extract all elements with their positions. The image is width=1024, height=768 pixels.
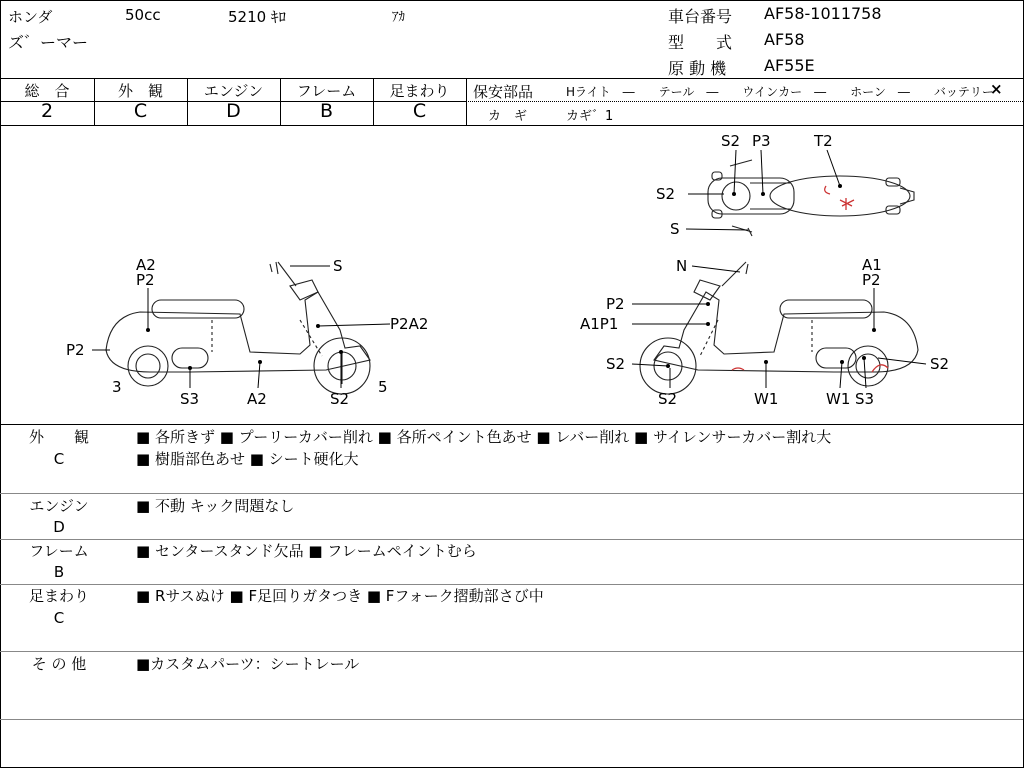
label-left-s2: S2 — [330, 390, 350, 408]
engine-value: AF55E — [764, 56, 815, 75]
label-right-p2: P2 — [862, 271, 881, 289]
model-name: ズ゛ーマー — [8, 33, 89, 52]
label-left-s3: S3 — [180, 390, 200, 408]
frame-no: AF58-1011758 — [764, 4, 882, 23]
grade-header-exterior: 外 観 — [117, 82, 163, 100]
key-label: カ ギ — [488, 109, 528, 124]
label-right-s2-rear: S2 — [930, 355, 950, 373]
label-left-5: 5 — [378, 378, 388, 396]
label-right-s2-wheel: S2 — [606, 355, 626, 373]
section-frame-grade: B — [53, 563, 65, 581]
grade-suspension: C — [412, 100, 427, 122]
label-right-s3: S3 — [855, 390, 875, 408]
section-other-line-1: ■カスタムパーツ：シートレール — [136, 655, 360, 673]
frame-no-label: 車台番号 — [668, 7, 733, 26]
safety-label: 保安部品 — [473, 83, 534, 101]
color: ｱｶ — [392, 10, 405, 25]
label-left-p2a2: P2A2 — [390, 315, 429, 333]
section-exterior-line-2: ■ 樹脂部色あせ ■ シート硬化大 — [136, 450, 359, 468]
section-suspension-label: 足まわり — [28, 587, 89, 605]
type-label: 型 式 — [668, 33, 733, 52]
battery-mark: × — [990, 80, 1003, 98]
section-suspension-line-1: ■ Rサスぬけ ■ F足回りガタつき ■ Fフォーク摺動部さび中 — [136, 587, 544, 605]
section-frame-line-1: ■ センタースタンド欠品 ■ フレームペイントむら — [136, 542, 477, 560]
label-left-a2-bottom: A2 — [247, 390, 267, 408]
label-top-t2: T2 — [814, 132, 833, 150]
label-top-s: S — [670, 220, 680, 238]
label-top-p3: P3 — [752, 132, 771, 150]
grade-exterior: C — [133, 100, 148, 122]
maker: ホンダ — [8, 8, 53, 26]
mileage: 5210 ｷﾛ — [228, 8, 286, 26]
label-right-s2-bottom: S2 — [658, 390, 678, 408]
section-other-label: そ の 他 — [31, 655, 87, 673]
label-left-a2: A2 — [136, 256, 156, 274]
grade-header-suspension: 足まわり — [389, 82, 450, 100]
grade-header-frame: フレーム — [296, 82, 357, 100]
top-view-scooter — [708, 160, 914, 236]
type-value: AF58 — [764, 30, 805, 49]
grade-header-overall: 総 合 — [24, 82, 70, 100]
label-left-p2-rear: P2 — [66, 341, 85, 359]
grade-overall: 2 — [40, 100, 54, 122]
section-exterior-grade: C — [53, 450, 65, 468]
engine-label: 原 動 機 — [668, 59, 727, 78]
label-right-w1-rear: W1 — [826, 390, 851, 408]
label-left-3: 3 — [112, 378, 122, 396]
safety-items: Hライト ― テール ― ウインカー ― ホーン ― バッテリー — [566, 85, 994, 99]
label-left-s: S — [333, 257, 343, 275]
label-right-n: N — [676, 257, 688, 275]
section-exterior-label: 外 観 — [28, 428, 89, 446]
label-right-a1: A1 — [862, 256, 882, 274]
label-top-s2: S2 — [721, 132, 741, 150]
section-frame-label: フレーム — [29, 542, 89, 560]
label-right-w1: W1 — [754, 390, 779, 408]
grade-header-engine: エンジン — [203, 82, 264, 100]
grade-frame: B — [319, 100, 334, 122]
grade-engine: D — [226, 100, 241, 122]
label-right-a1p1: A1P1 — [580, 315, 619, 333]
label-top-s2-left: S2 — [656, 185, 676, 203]
label-right-p2-front: P2 — [606, 295, 625, 313]
label-left-p2: P2 — [136, 271, 155, 289]
section-engine-label: エンジン — [29, 497, 89, 515]
key-value: カギ゛1 — [566, 109, 614, 124]
section-engine-line-1: ■ 不動 キック問題なし — [136, 497, 295, 515]
section-exterior-line-1: ■ 各所きず ■ プーリーカバー削れ ■ 各所ペイント色あせ ■ レバー削れ ■ サイレンサーカバー割れ大 — [136, 428, 832, 446]
section-suspension-grade: C — [53, 609, 65, 627]
displacement: 50cc — [125, 6, 161, 24]
section-engine-grade: D — [53, 518, 65, 536]
